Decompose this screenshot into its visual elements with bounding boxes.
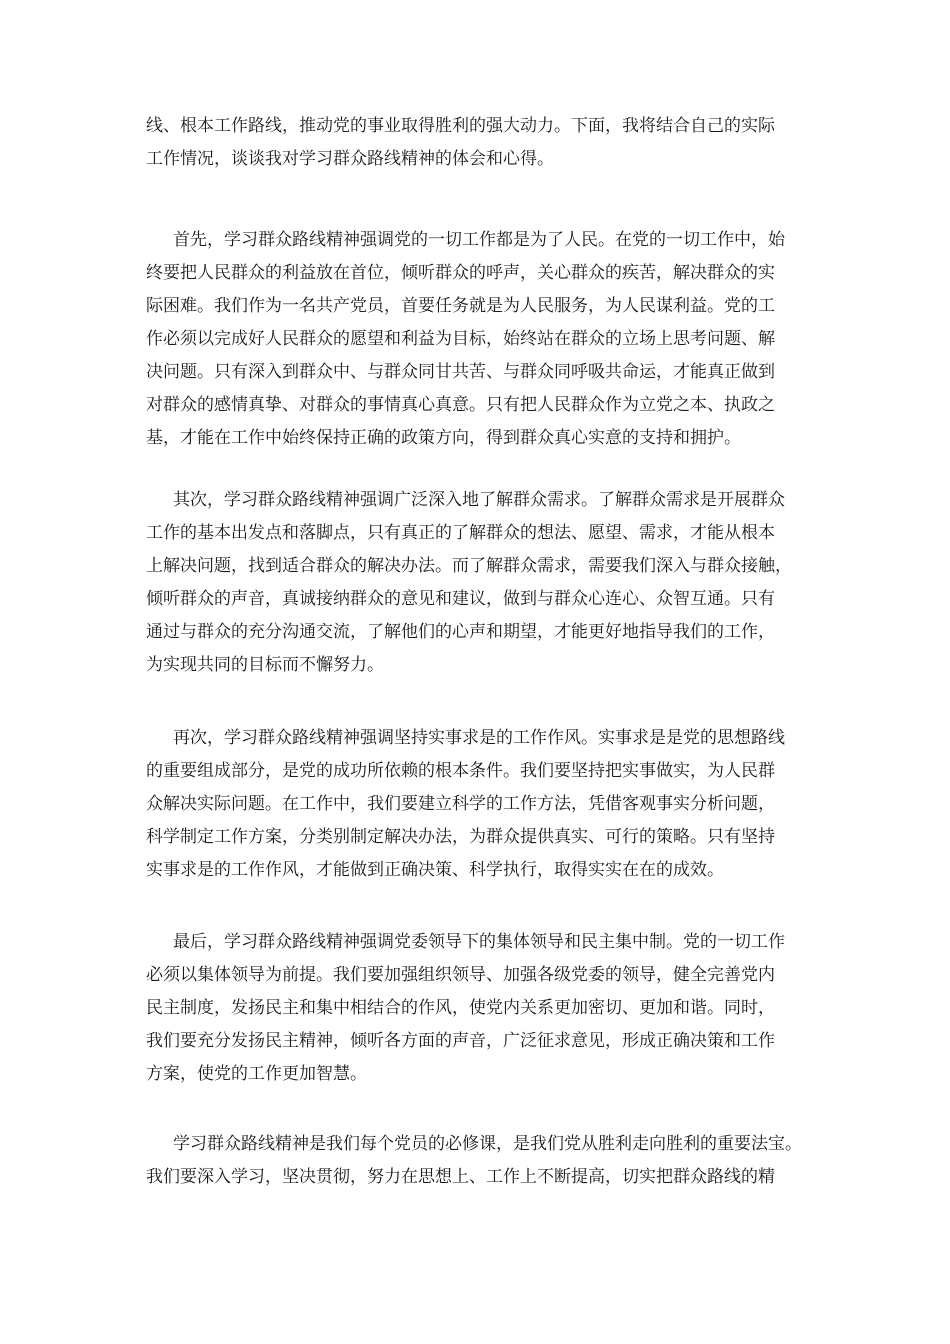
text-line: 工作的基本出发点和落脚点，只有真正的了解群众的想法、愿望、需求，才能从根本 [146,523,775,543]
text-line: 最后，学习群众路线精神强调党委领导下的集体领导和民主集中制。党的一切工作 [173,932,785,952]
text-line: 众解决实际问题。在工作中，我们要建立科学的工作方法，凭借客观事实分析问题， [146,794,775,814]
text-line: 对群众的感情真挚、对群众的事情真心真意。只有把人民群众作为立党之本、执政之 [146,395,775,415]
text-line: 实事求是的工作作风，才能做到正确决策、科学执行，取得实实在在的成效。 [146,860,724,880]
text-line: 为实现共同的目标而不懈努力。 [146,655,384,675]
text-line: 作必须以完成好人民群众的愿望和利益为目标，始终站在群众的立场上思考问题、解 [146,329,775,349]
text-line: 终要把人民群众的利益放在首位，倾听群众的呼声，关心群众的疾苦，解决群众的实 [146,263,775,283]
text-line: 的重要组成部分，是党的成功所依赖的根本条件。我们要坚持把实事做实，为人民群 [146,761,775,781]
paragraph-third-point [146,722,826,887]
text-line: 首先，学习群众路线精神强调党的一切工作都是为了人民。在党的一切工作中，始 [173,230,785,250]
text-line: 学习群众路线精神是我们每个党员的必修课，是我们党从胜利走向胜利的重要法宝。 [173,1134,802,1154]
paragraph-conclusion [146,1128,826,1194]
text-line: 其次，学习群众路线精神强调广泛深入地了解群众需求。了解群众需求是开展群众 [173,490,785,510]
text-line: 基，才能在工作中始终保持正确的政策方向，得到群众真心实意的支持和拥护。 [146,428,741,448]
text-line: 上解决问题，找到适合群众的解决办法。而了解群众需求，需要我们深入与群众接触， [146,556,792,576]
text-line: 线、根本工作路线，推动党的事业取得胜利的强大动力。下面，我将结合自己的实际 [146,116,775,136]
text-line: 工作情况，谈谈我对学习群众路线精神的体会和心得。 [146,149,554,169]
text-line: 我们要充分发扬民主精神，倾听各方面的声音，广泛征求意见，形成正确决策和工作 [146,1031,775,1051]
text-line: 际困难。我们作为一名共产党员，首要任务就是为人民服务，为人民谋利益。党的工 [146,296,775,316]
text-line: 民主制度，发扬民主和集中相结合的作风，使党内关系更加密切、更加和谐。同时， [146,998,775,1018]
text-line: 科学制定工作方案，分类别制定解决办法，为群众提供真实、可行的策略。只有坚持 [146,827,775,847]
text-line: 决问题。只有深入到群众中、与群众同甘共苦、与群众同呼吸共命运，才能真正做到 [146,362,775,382]
paragraph-fourth-point [146,926,826,1091]
text-line: 我们要深入学习，坚决贯彻，努力在思想上、工作上不断提高，切实把群众路线的精 [146,1167,775,1187]
text-line: 方案，使党的工作更加智慧。 [146,1064,367,1084]
paragraph-second-point [146,484,826,682]
text-line: 再次，学习群众路线精神强调坚持实事求是的工作作风。实事求是是党的思想路线 [173,728,785,748]
paragraph-intro-continuation [146,110,826,176]
text-line: 必须以集体领导为前提。我们要加强组织领导、加强各级党委的领导，健全完善党内 [146,965,775,985]
paragraph-first-point [146,224,826,455]
text-line: 通过与群众的充分沟通交流，了解他们的心声和期望，才能更好地指导我们的工作， [146,622,775,642]
text-line: 倾听群众的声音，真诚接纳群众的意见和建议，做到与群众心连心、众智互通。只有 [146,589,775,609]
